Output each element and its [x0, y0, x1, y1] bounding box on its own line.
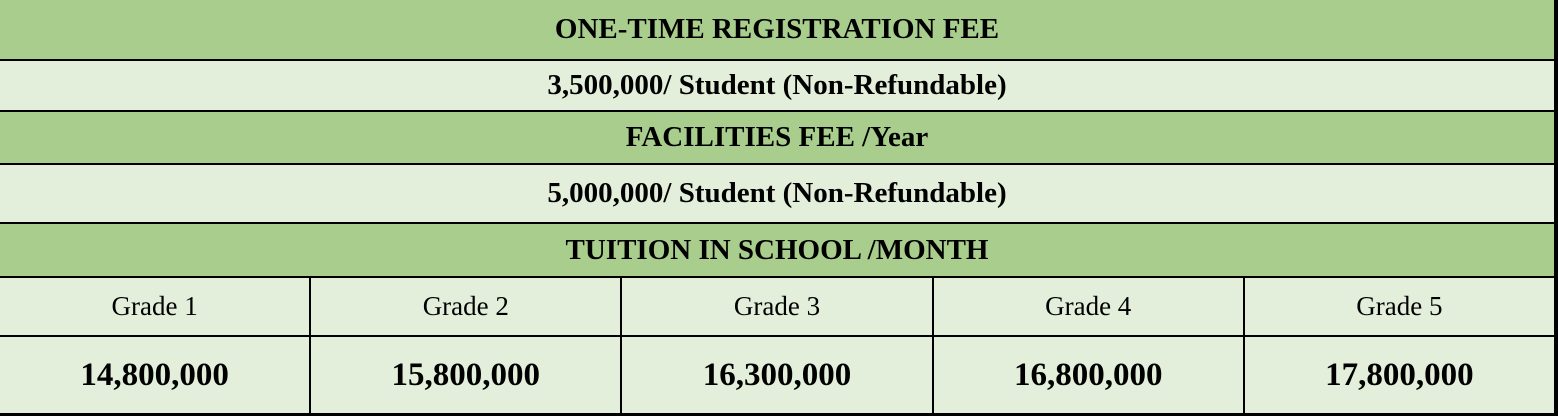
tuition-value-cell: [0, 337, 311, 413]
tuition-value-cell: [622, 337, 933, 413]
tuition-header-row: [0, 224, 1554, 278]
registration-fee-header-label: ONE-TIME REGISTRATION FEE: [554, 13, 1000, 45]
grade-1-label: Grade 1: [111, 291, 198, 321]
grade-header-cell: [622, 278, 933, 335]
registration-fee-value-label: 3,500,000/ Student (Non-Refundable): [547, 69, 1007, 101]
tuition-header-label: TUITION IN SCHOOL /MONTH: [565, 233, 989, 266]
grade-3-label: Grade 3: [733, 291, 821, 321]
grade-4-label: Grade 4: [1045, 291, 1132, 321]
grade-1-tuition-value: 14,800,000: [80, 356, 229, 393]
grade-header-cell: [311, 278, 622, 335]
grade-header-cell: [0, 278, 311, 335]
facilities-fee-header-label: FACILITIES FEE /Year: [625, 121, 929, 153]
grade-2-tuition-value: 15,800,000: [391, 356, 541, 393]
grade-header-cell: [1245, 278, 1554, 335]
tuition-value-cell: [311, 337, 622, 413]
grade-5-label: Grade 5: [1356, 291, 1443, 321]
registration-fee-value-row: [0, 61, 1554, 112]
grade-3-tuition-value: 16,300,000: [702, 356, 852, 393]
grade-header-cell: [934, 278, 1245, 335]
facilities-fee-header-row: [0, 112, 1554, 165]
registration-fee-header-row: [0, 0, 1554, 61]
grade-5-tuition-value: 17,800,000: [1325, 356, 1474, 393]
grade-4-tuition-value: 16,800,000: [1013, 356, 1163, 393]
facilities-fee-value-label: 5,000,000/ Student (Non-Refundable): [547, 177, 1007, 209]
tuition-value-cell: [1245, 337, 1554, 413]
tuition-value-cell: [934, 337, 1245, 413]
facilities-fee-value-row: [0, 165, 1554, 224]
tuition-values-row: [0, 337, 1554, 413]
grade-header-row: [0, 278, 1554, 337]
grade-2-label: Grade 2: [422, 291, 509, 321]
